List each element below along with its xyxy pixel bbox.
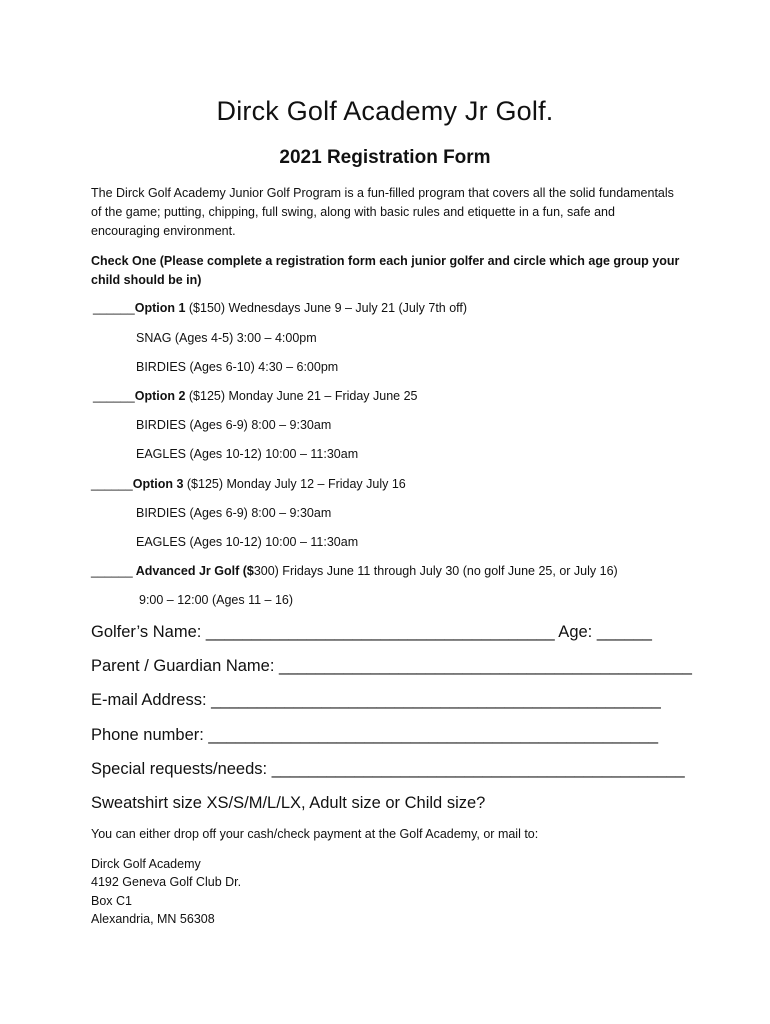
advanced-jr-golf-blank[interactable]: ______ bbox=[91, 564, 133, 578]
option-2-group-birdies: BIRDIES (Ages 6-9) 8:00 – 9:30am bbox=[136, 418, 332, 432]
option-3-group-birdies: BIRDIES (Ages 6-9) 8:00 – 9:30am bbox=[136, 506, 332, 520]
program-description: The Dirck Golf Academy Junior Golf Program is a fun-filled program that covers all the solid fundamentals of the game; putting, chipping, full swing, along with basic rules and etiquette in a fun, safe and encouraging environment. bbox=[91, 186, 674, 238]
option-3-blank[interactable]: ______ bbox=[91, 477, 133, 491]
phone-number-field[interactable]: Phone number: _________________________________________________ bbox=[91, 726, 659, 744]
address-line-3: Box C1 bbox=[91, 894, 132, 908]
address-line-4: Alexandria, MN 56308 bbox=[91, 912, 215, 926]
option-3-name: Option 3 bbox=[132, 477, 184, 491]
advanced-jr-golf-name: Advanced Jr Golf ($ bbox=[132, 564, 254, 578]
golfer-name-age-field[interactable]: Golfer’s Name: ______________________________________ Age: ______ bbox=[91, 623, 652, 641]
form-subtitle: 2021 Registration Form bbox=[279, 147, 491, 168]
option-2-name: Option 2 bbox=[134, 389, 186, 403]
payment-note: You can either drop off your cash/check payment at the Golf Academy, or mail to: bbox=[91, 827, 539, 841]
option-1-name: Option 1 bbox=[134, 301, 186, 315]
option-3-group-eagles: EAGLES (Ages 10-12) 10:00 – 11:30am bbox=[136, 535, 359, 549]
option-1-blank[interactable]: ______ bbox=[93, 301, 135, 315]
option-1-detail: ($150) Wednesdays June 9 – July 21 (July 7th off) bbox=[185, 301, 468, 315]
option-2-detail: ($125) Monday June 21 – Friday June 25 bbox=[185, 389, 418, 403]
option-2-line bbox=[93, 388, 418, 404]
option-1-group-snag: SNAG (Ages 4-5) 3:00 – 4:00pm bbox=[136, 331, 317, 345]
option-3-detail: ($125) Monday July 12 – Friday July 16 bbox=[183, 477, 406, 491]
option-2-group-eagles: EAGLES (Ages 10-12) 10:00 – 11:30am bbox=[136, 447, 359, 461]
option-1-line bbox=[93, 300, 467, 316]
special-requests-field[interactable]: Special requests/needs: _____________________________________________ bbox=[91, 760, 685, 778]
advanced-jr-golf-time: 9:00 – 12:00 (Ages 11 – 16) bbox=[139, 593, 294, 607]
option-3-line bbox=[91, 476, 406, 492]
advanced-jr-golf-detail: 300) Fridays June 11 through July 30 (no golf June 25, or July 16) bbox=[253, 564, 618, 578]
advanced-jr-golf-line bbox=[91, 563, 618, 579]
sweatshirt-size-question: Sweatshirt size XS/S/M/L/LX, Adult size or Child size? bbox=[91, 794, 486, 812]
address-line-2: 4192 Geneva Golf Club Dr. bbox=[91, 875, 242, 889]
email-address-field[interactable]: E-mail Address: _________________________________________________ bbox=[91, 691, 661, 709]
address-line-1: Dirck Golf Academy bbox=[91, 857, 201, 871]
page-title: Dirck Golf Academy Jr Golf. bbox=[216, 96, 554, 126]
option-2-blank[interactable]: ______ bbox=[93, 389, 135, 403]
parent-guardian-name-field[interactable]: Parent / Guardian Name: _____________________________________________ bbox=[91, 657, 692, 675]
option-1-group-birdies: BIRDIES (Ages 6-10) 4:30 – 6:00pm bbox=[136, 360, 339, 374]
check-one-instructions: Check One (Please complete a registration form each junior golfer and circle which age group your child should be in) bbox=[91, 254, 680, 287]
